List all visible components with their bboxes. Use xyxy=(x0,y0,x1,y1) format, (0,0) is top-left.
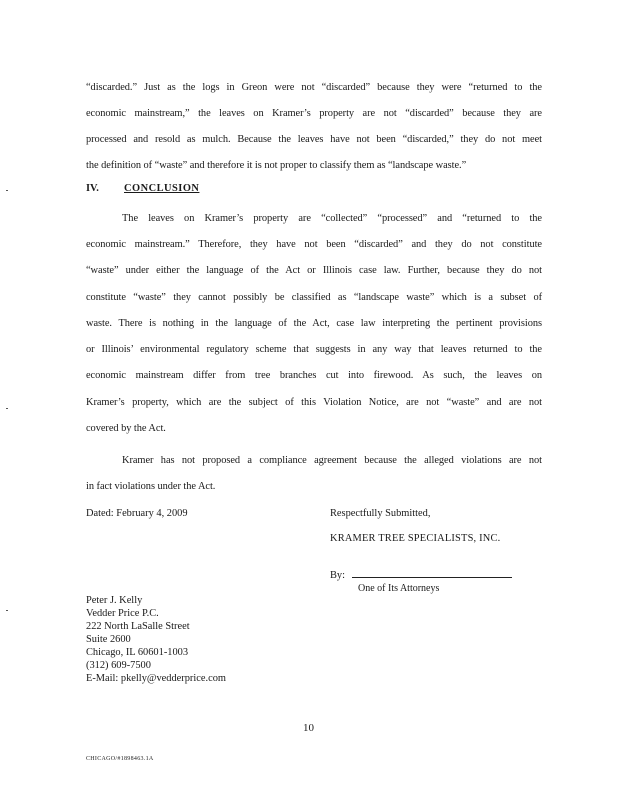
paragraph2-line-1: The leaves on Kramer’s property are “collected” “processed” and “returned to the xyxy=(122,213,542,224)
attorney-phone: (312) 609-7500 xyxy=(86,660,151,671)
paragraph2-line-3: “waste” under either the language of the Act or Illinois case law. Further, because they do not xyxy=(86,265,542,276)
paragraph1-line-1: “discarded.” Just as the logs in Greon were not “discarded” because they were “returned to the xyxy=(86,82,542,93)
attorney-street: 222 North LaSalle Street xyxy=(86,621,190,632)
section-title: CONCLUSION xyxy=(124,183,200,194)
paragraph2-line-2: economic mainstream.” Therefore, they have not been “discarded” and they do not constitute xyxy=(86,239,542,250)
signature-role: One of Its Attorneys xyxy=(358,583,440,594)
paragraph3-line-2: in fact violations under the Act. xyxy=(86,481,216,492)
paragraph3-line-1: Kramer has not proposed a compliance agreement because the alleged violations are not xyxy=(122,455,542,466)
section-number: IV. xyxy=(86,183,99,194)
signature-closing: Respectfully Submitted, xyxy=(330,508,431,519)
attorney-suite: Suite 2600 xyxy=(86,634,131,645)
footer-document-code: CHICAGO/#1898463.1A xyxy=(86,756,154,762)
date-line: Dated: February 4, 2009 xyxy=(86,508,188,519)
paragraph2-line-9: covered by the Act. xyxy=(86,423,166,434)
attorney-name: Peter J. Kelly xyxy=(86,595,143,606)
scan-margin-mark xyxy=(6,408,8,409)
paragraph2-line-4: constitute “waste” they cannot possibly be classified as “landscape waste” which is a subset of xyxy=(86,292,542,303)
attorney-city: Chicago, IL 60601-1003 xyxy=(86,647,189,658)
signature-company: KRAMER TREE SPECIALISTS, INC. xyxy=(330,533,501,544)
paragraph2-line-8: Kramer’s property, which are the subject of this Violation Notice, are not “waste” and are not xyxy=(86,397,542,408)
paragraph1-line-3: processed and resold as mulch. Because the leaves have not been “discarded,” they do not meet xyxy=(86,134,542,145)
paragraph1-line-4: the definition of “waste” and therefore it is not proper to classify them as “landscape waste.” xyxy=(86,160,467,171)
scan-margin-mark xyxy=(6,190,8,191)
paragraph2-line-5: waste. There is nothing in the language of the Act, case law interpreting the pertinent provisions xyxy=(86,318,542,329)
attorney-firm: Vedder Price P.C. xyxy=(86,608,159,619)
paragraph2-line-6: or Illinois’ environmental regulatory scheme that suggests in any way that leaves returned to the xyxy=(86,344,542,355)
paragraph2-line-7: economic mainstream differ from tree branches cut into firewood. As such, the leaves on xyxy=(86,370,542,381)
attorney-email: E-Mail: pkelly@vedderprice.com xyxy=(86,673,226,684)
signature-line xyxy=(352,577,512,578)
page-number: 10 xyxy=(303,722,314,734)
paragraph1-line-2: economic mainstream,” the leaves on Kramer’s property are not “discarded” because they are xyxy=(86,108,542,119)
scan-margin-mark xyxy=(6,610,8,611)
signature-by-label: By: xyxy=(330,570,346,581)
